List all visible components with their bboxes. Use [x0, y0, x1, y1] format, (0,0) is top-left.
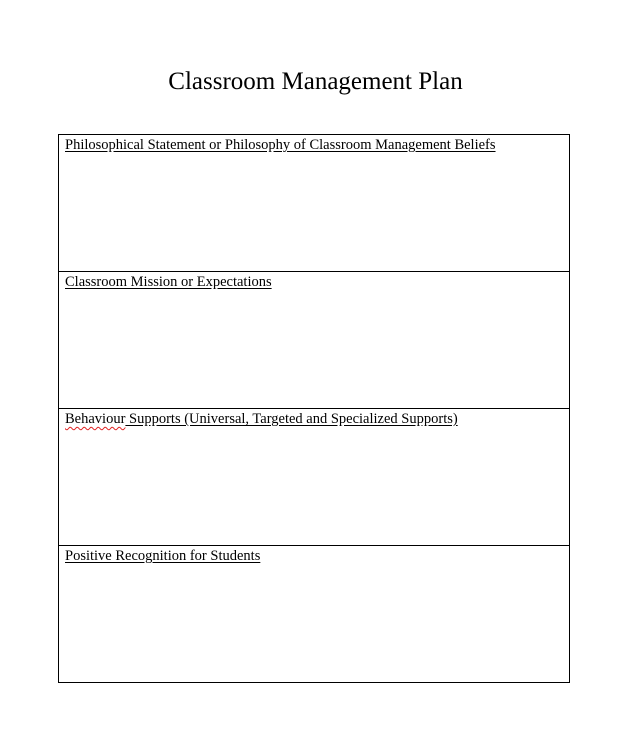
section-heading-mission: Classroom Mission or Expectations: [65, 274, 272, 290]
section-behaviour-supports[interactable]: [59, 408, 569, 545]
page-title: Classroom Management Plan: [168, 68, 463, 95]
plan-table: [58, 134, 570, 683]
spellcheck-flagged-word[interactable]: Behaviour: [65, 411, 126, 427]
section-recognition[interactable]: [59, 545, 569, 682]
section-heading-recognition: Positive Recognition for Students: [65, 548, 261, 564]
section-heading-behaviour-supports: [65, 411, 458, 427]
section-heading-behaviour-rest: Supports (Universal, Targeted and Specialized Supports): [125, 411, 458, 427]
section-philosophy[interactable]: [59, 135, 569, 271]
section-mission[interactable]: [59, 271, 569, 408]
section-heading-philosophy: Philosophical Statement or Philosophy of Classroom Management Beliefs: [65, 137, 496, 153]
